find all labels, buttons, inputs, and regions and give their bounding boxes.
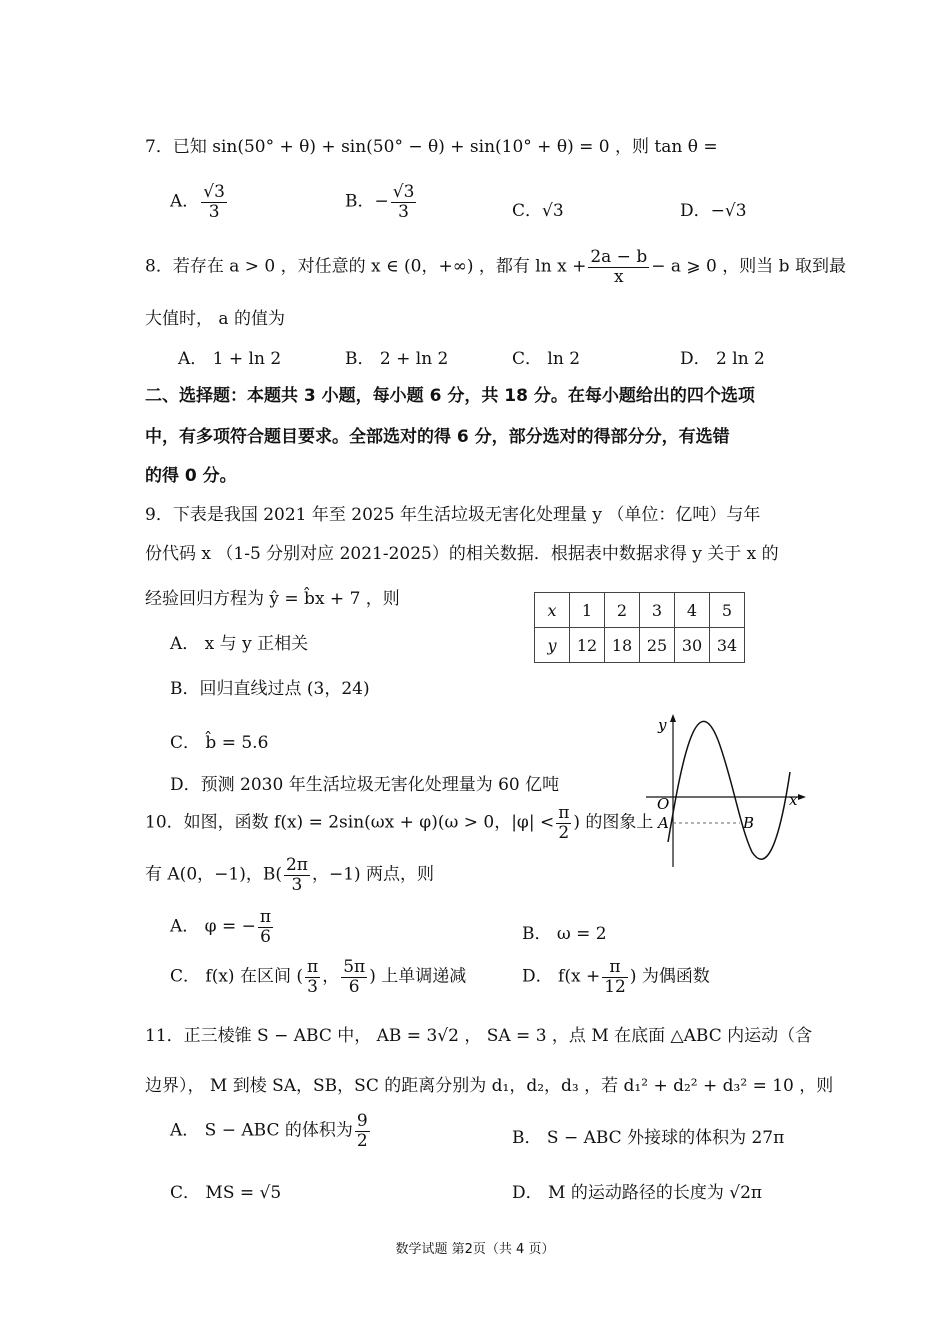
table-header-x: x bbox=[535, 593, 570, 628]
q9-line3: 经验回归方程为 ŷ = b̂x + 7 ，则 bbox=[145, 589, 400, 609]
q7-option-a: A． $\frac{√3}{3}$ bbox=[170, 182, 225, 222]
table-cell: 25 bbox=[640, 628, 675, 663]
q7-stem: 7．已知 sin(50° + θ) + sin(50° − θ) + sin(10° + θ) = 0 ，则 tan θ = bbox=[145, 137, 718, 157]
x-axis-arrow-icon bbox=[798, 794, 806, 800]
table-cell: 12 bbox=[570, 628, 605, 663]
q9-option-c: C． b̂ = 5.6 bbox=[170, 733, 269, 753]
q10-option-a: A． φ = − $\frac{\pi}{6}$ bbox=[170, 907, 272, 947]
q9-option-a: A． x 与 y 正相关 bbox=[170, 634, 309, 654]
table-row-y bbox=[535, 628, 745, 663]
table-cell: 1 bbox=[570, 593, 605, 628]
q9-option-d: D．预测 2030 年生活垃圾无害化处理量为 60 亿吨 bbox=[170, 775, 560, 795]
section2-line2: 中，有多项符合题目要求。全部选对的得 6 分，部分选对的得部分分，有选错 bbox=[145, 427, 730, 447]
table-cell: 30 bbox=[675, 628, 710, 663]
graph-origin-label: O bbox=[657, 795, 670, 813]
q11-option-b: B． S − ABC 外接球的体积为 27π bbox=[512, 1128, 785, 1148]
table-cell: 2 bbox=[605, 593, 640, 628]
y-axis-arrow-icon bbox=[670, 714, 676, 722]
graph-y-label: y bbox=[658, 716, 667, 734]
q11-option-d: D． M 的运动路径的长度为 √2π bbox=[512, 1183, 763, 1203]
section2-line1: 二、选择题：本题共 3 小题，每小题 6 分，共 18 分。在每小题给出的四个选项 bbox=[145, 386, 755, 406]
q8-stem-line2: 大值时， a 的值为 bbox=[145, 309, 285, 329]
table-cell: 18 bbox=[605, 628, 640, 663]
q7-option-d: D．−√3 bbox=[680, 201, 747, 221]
graph-point-a-label: A bbox=[658, 814, 669, 832]
q11-line2: 边界）， M 到棱 SA，SB，SC 的距离分别为 d₁，d₂，d₃ ，若 d₁² + d₂² + d₃² = 10 ，则 bbox=[145, 1076, 834, 1096]
q9-line2: 份代码 x （1-5 分别对应 2021-2025）的相关数据．根据表中数据求得 y 关于 x 的 bbox=[145, 544, 779, 564]
table-cell: 5 bbox=[710, 593, 745, 628]
q11-line1: 11．正三棱锥 S − ABC 中， AB = 3√2 ， SA = 3 ，点 M 在底面 △ABC 内运动（含 bbox=[145, 1026, 813, 1046]
q9-data-table bbox=[534, 592, 745, 663]
table-cell: 3 bbox=[640, 593, 675, 628]
table-row-x bbox=[535, 593, 745, 628]
table-cell: 34 bbox=[710, 628, 745, 663]
page-footer: 数学试题 第2页（共 4 页） bbox=[395, 1242, 555, 1257]
graph-x-label: x bbox=[789, 791, 798, 809]
table-cell: 4 bbox=[675, 593, 710, 628]
q10-option-b: B． ω = 2 bbox=[522, 924, 607, 944]
q7-option-c: C．√3 bbox=[512, 201, 564, 221]
q11-option-a: A． S − ABC 的体积为 $\frac{9}{2}$ bbox=[170, 1111, 368, 1151]
table-header-y: y bbox=[535, 628, 570, 663]
q7-option-b: B．− $\frac{√3}{3}$ bbox=[345, 182, 415, 222]
q8-option-c: C． ln 2 bbox=[512, 349, 581, 369]
q10-option-d: D． f(x + $\frac{\pi}{12}$ ) 为偶函数 bbox=[522, 957, 710, 997]
graph-point-b-label: B bbox=[743, 814, 755, 832]
q9-option-b: B．回归直线过点 (3，24) bbox=[170, 679, 370, 699]
q10-sine-graph bbox=[640, 712, 810, 872]
q9-line1: 9．下表是我国 2021 年至 2025 年生活垃圾无害化处理量 y （单位：亿吨）与年 bbox=[145, 505, 761, 525]
section2-line3: 的得 0 分。 bbox=[145, 466, 237, 486]
q8-option-a: A． 1 + ln 2 bbox=[178, 349, 282, 369]
q8-option-d: D． 2 ln 2 bbox=[680, 349, 765, 369]
q10-stem-line1: 10．如图，函数 f(x) = 2sin(ωx + φ)(ω > 0，|φ| < $\frac{\pi}{2}$ ) 的图象上 bbox=[145, 803, 654, 843]
q8-stem-line1: 8．若存在 a > 0 ，对任意的 x ∈ (0，+∞) ，都有 ln x + $\frac{2a - b}{x}$ − a ⩾ 0 ，则当 b 取到最 bbox=[145, 247, 846, 287]
q10-stem-line2: 有 A(0，−1)，B( $\frac{2\pi}{3}$ ，−1) 两点，则 bbox=[145, 855, 435, 895]
sine-curve bbox=[668, 721, 790, 859]
q10-option-c: C． f(x) 在区间 ( $\frac{\pi}{3}$ ， $\frac{5\pi}{6}$ ) 上单调递减 bbox=[170, 957, 467, 997]
q11-option-c: C． MS = √5 bbox=[170, 1183, 282, 1203]
q8-option-b: B． 2 + ln 2 bbox=[345, 349, 449, 369]
